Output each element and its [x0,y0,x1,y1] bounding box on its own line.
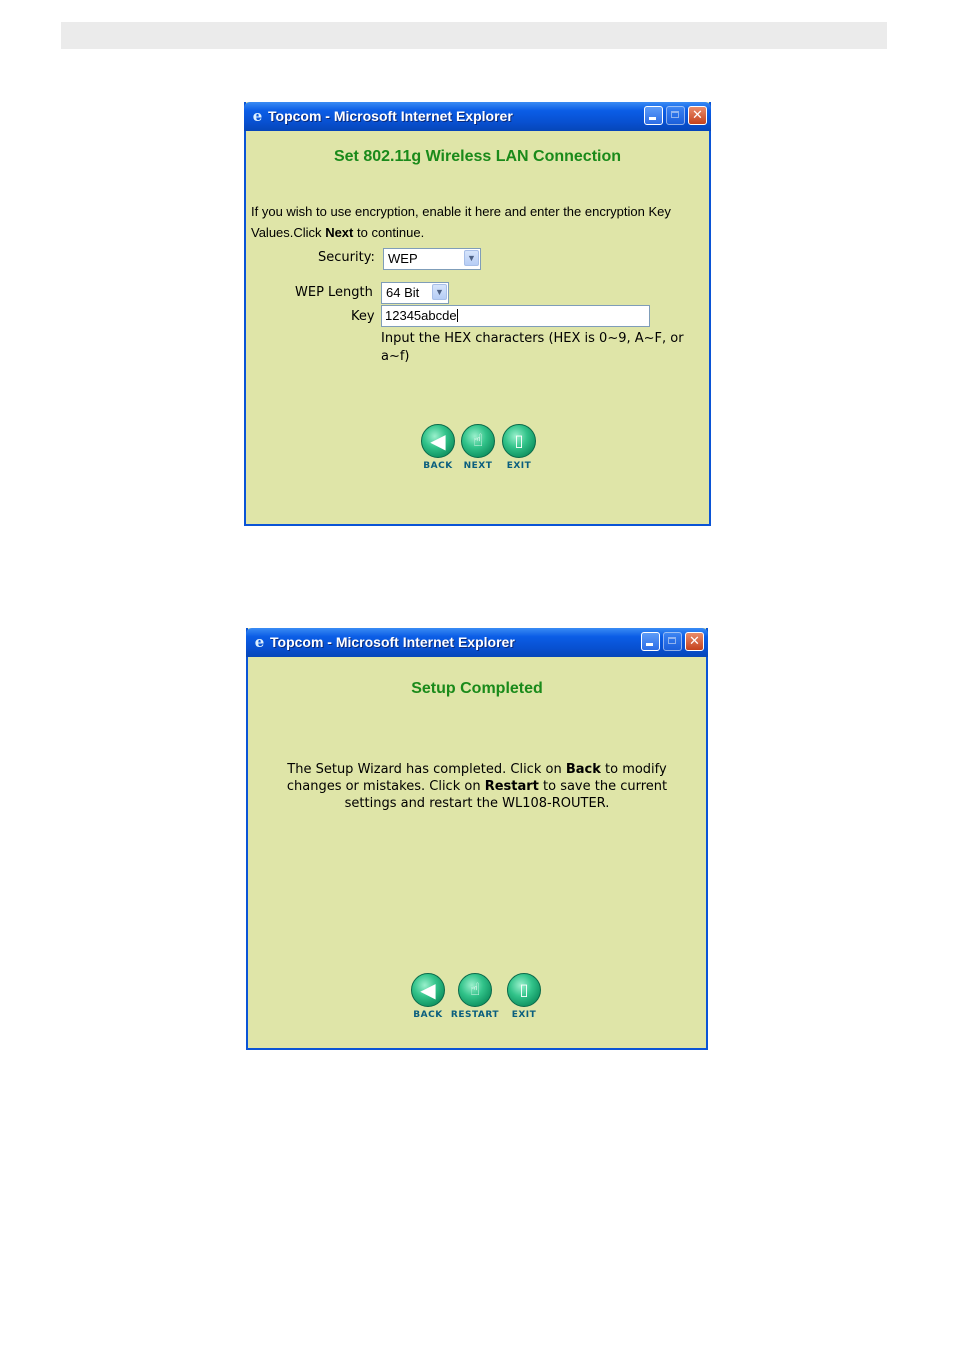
minimize-icon [649,117,656,120]
back-button[interactable] [406,973,450,1023]
setup-completed-window [246,628,708,1050]
window-titlebar[interactable] [246,628,708,657]
restart-button[interactable] [445,973,505,1023]
back-arrow-icon: ◀ [411,973,445,1007]
window-titlebar[interactable] [244,102,711,131]
instruction-next-bold: Next [325,225,354,240]
exit-button[interactable] [497,424,541,474]
internet-explorer-icon: e [254,633,265,651]
page-title: Setup Completed [411,680,543,697]
maximize-icon [671,111,679,118]
message-restart-bold: Restart [484,779,539,794]
security-label: Security: [318,250,375,265]
maximize-button[interactable] [666,106,685,125]
chevron-down-icon[interactable]: ▼ [432,284,447,300]
instruction-text-part: to continue. [353,225,425,240]
text-caret [457,309,458,322]
close-button[interactable] [685,632,704,651]
next-button[interactable] [456,424,500,474]
key-input[interactable] [381,305,650,327]
maximize-icon [668,637,676,644]
close-icon: ✕ [689,634,700,649]
hand-pointer-icon: ☝ [461,424,495,458]
message-back-bold: Back [565,762,601,777]
exit-button-label: EXIT [511,1010,537,1020]
wep-length-select-value: 64 Bit [386,285,420,300]
internet-explorer-icon: e [252,107,263,125]
exit-door-icon: ▯ [502,424,536,458]
instruction-text [251,201,701,243]
next-button-label: NEXT [463,461,493,471]
message-text-part: to modify changes or mistakes. Click on [286,762,667,794]
message-text-part: to save the current settings and restart the WL108-ROUTER. [344,779,668,811]
completion-message [262,761,692,812]
minimize-button[interactable] [641,632,660,651]
wep-length-label: WEP Length [295,285,373,300]
security-select-value: WEP [388,251,418,266]
hex-hint-text: Input the HEX characters (HEX is 0~9, A~F, or a~f) [381,331,684,364]
restart-button-label: RESTART [450,1010,500,1020]
hand-pointer-icon: ☝ [458,973,492,1007]
key-input-value: 12345abcde [385,308,457,323]
back-arrow-icon: ◀ [421,424,455,458]
exit-button[interactable] [502,973,546,1023]
back-button-label: BACK [413,1010,443,1020]
back-button[interactable] [416,424,460,474]
close-button[interactable] [688,106,707,125]
back-button-label: BACK [423,461,453,471]
wep-length-select[interactable] [381,282,449,304]
exit-button-label: EXIT [506,461,532,471]
message-text-part: The Setup Wizard has completed. Click on [287,762,566,777]
exit-door-icon: ▯ [507,973,541,1007]
key-label: Key [351,309,375,324]
chevron-down-icon[interactable]: ▼ [464,250,479,266]
page-title: Set 802.11g Wireless LAN Connection [333,148,622,165]
window-title: Topcom - Microsoft Internet Explorer [268,108,513,124]
window-title: Topcom - Microsoft Internet Explorer [270,634,515,650]
page-header-bar [61,22,887,49]
minimize-button[interactable] [644,106,663,125]
security-select[interactable] [383,248,481,270]
instruction-text-part: If you wish to use encryption, enable it here and enter the encryption Key Values.Click [251,204,671,240]
wireless-lan-window [244,102,711,526]
minimize-icon [646,643,653,646]
close-icon: ✕ [692,108,703,123]
maximize-button[interactable] [663,632,682,651]
